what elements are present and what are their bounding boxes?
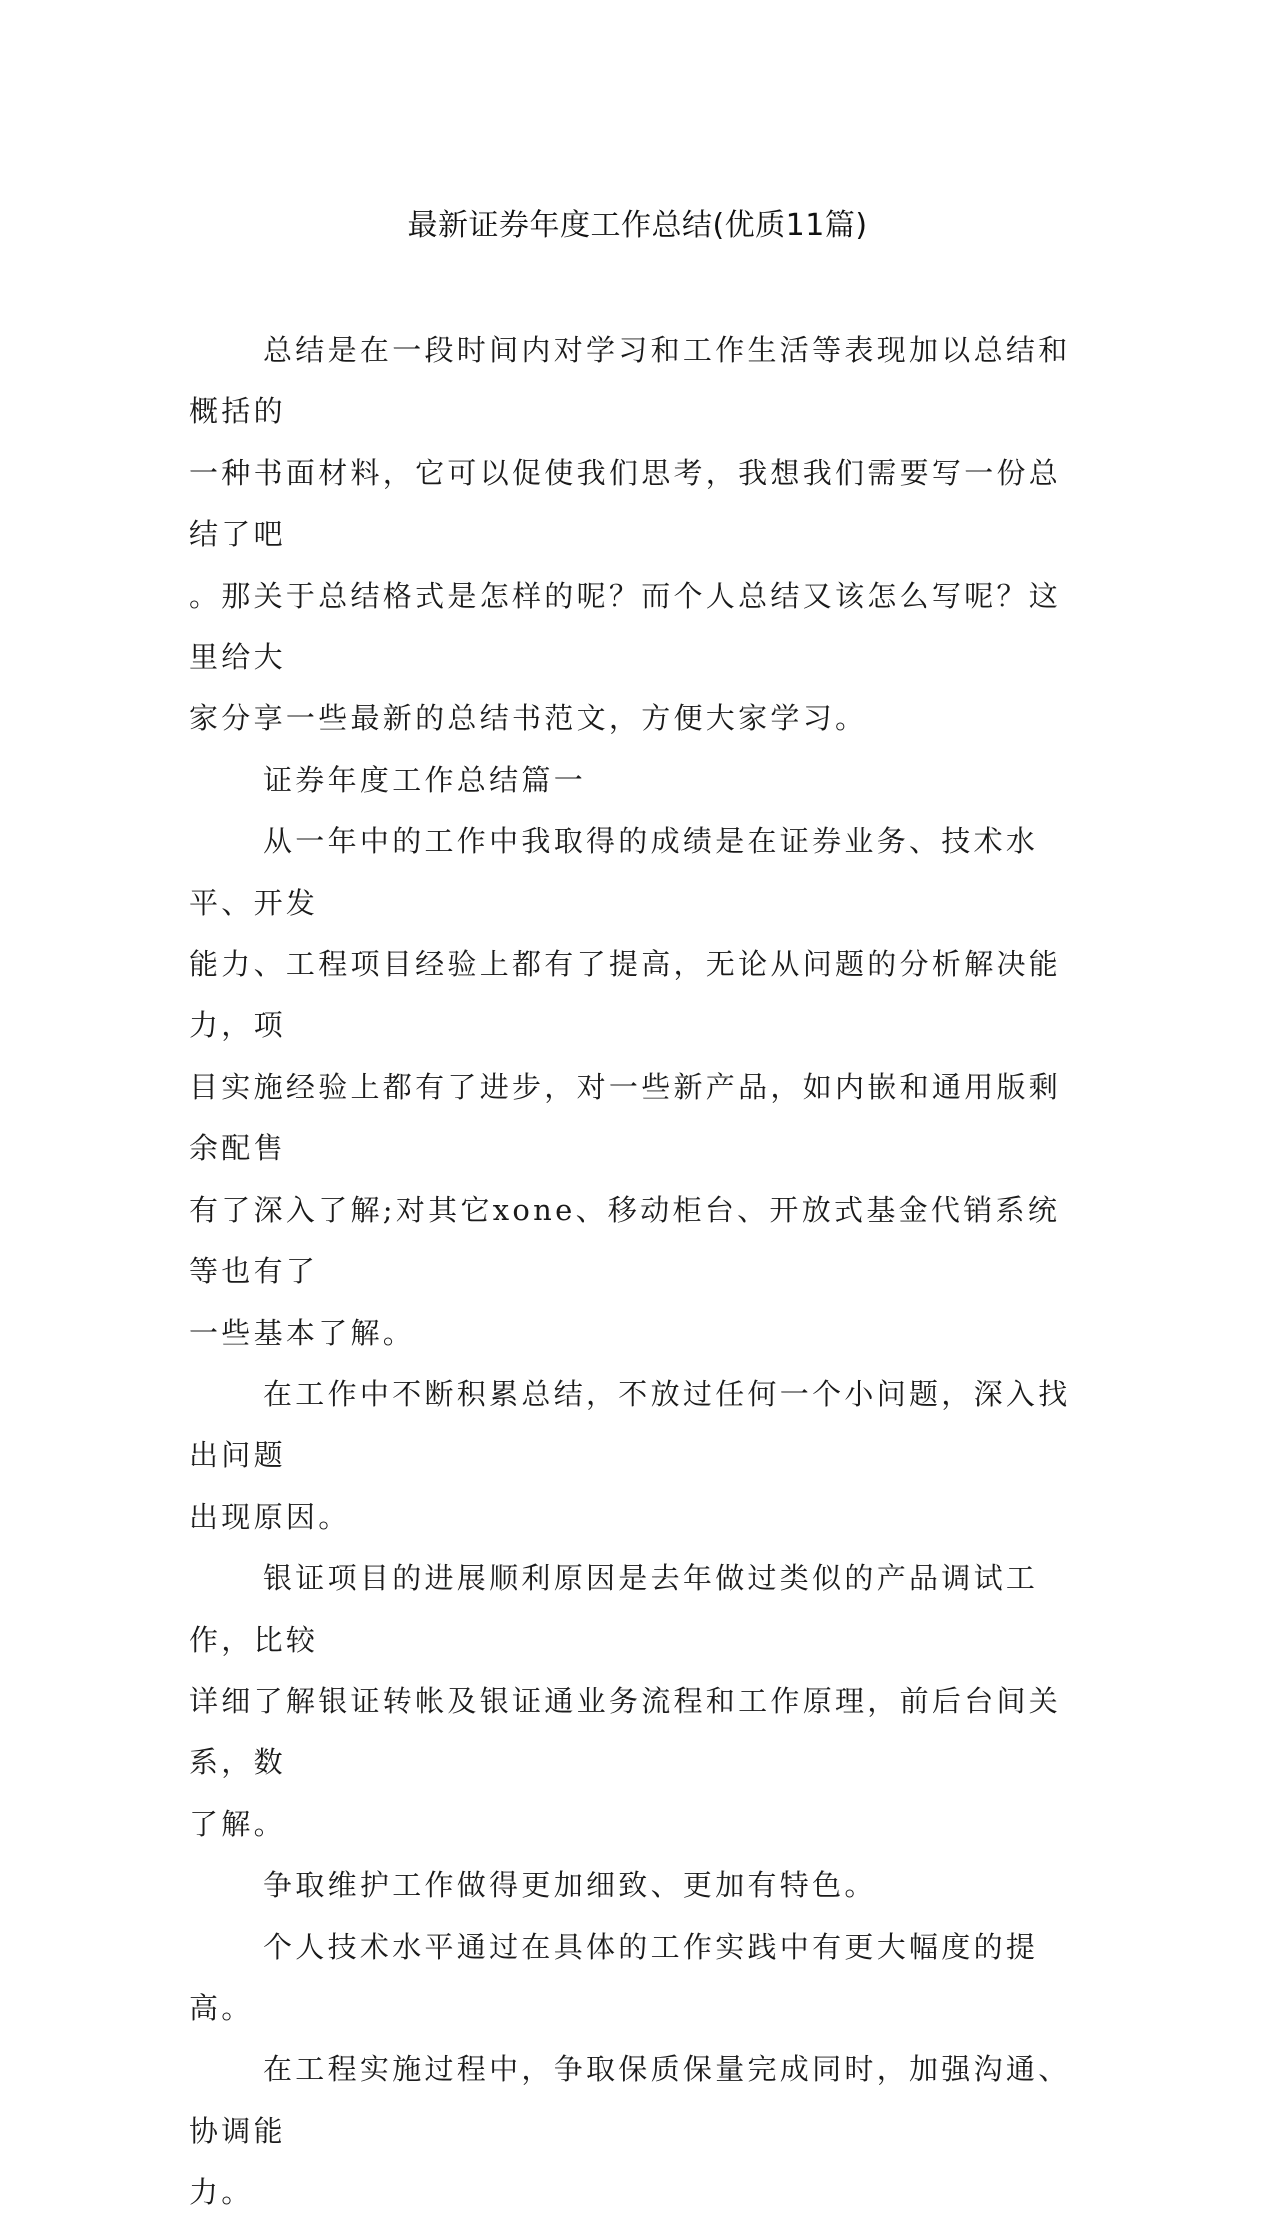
paragraph-bank-securities: 银证项目的进展顺利原因是去年做过类似的产品调试工作，比较 详细了解银证转帐及银证通业务流程和工作原理，前后台间关系，数 了解。 — [189, 1561, 1062, 1841]
paragraph-achievements: 从一年中的工作中我取得的成绩是在证券业务、技术水平、开发 能力、工程项目经验上都有了提高，无论从问题的分析解决能力，项 目实施经验上都有了进步，对一些新产品，如内嵌和通用版剩余配售 有了深入了解;对其它xone、移动柜台、开放式基金代销系统等也有了 一些基本了解。 — [189, 824, 1062, 1350]
paragraph-project-implementation: 在工程实施过程中，争取保质保量完成同时，加强沟通、协调能 力。 — [189, 2052, 1071, 2210]
paragraph-technical-level: 个人技术水平通过在具体的工作实践中有更大幅度的提高。 — [189, 1929, 1039, 2025]
document-body — [189, 320, 1079, 2224]
paragraph-accumulate: 在工作中不断积累总结，不放过任何一个小问题，深入找出问题 出现原因。 — [189, 1376, 1071, 1534]
document-title: 最新证券年度工作总结(优质11篇) — [407, 208, 868, 243]
section-heading: 证券年度工作总结篇一 — [263, 762, 587, 797]
paragraph-maintenance: 争取维护工作做得更加细致、更加有特色。 — [263, 1868, 877, 1903]
paragraph-intro: 总结是在一段时间内对学习和工作生活等表现加以总结和概括的 一种书面材料，它可以促使我们思考，我想我们需要写一份总结了吧 。那关于总结格式是怎样的呢？而个人总结又该怎么写呢？这里给大 家分享一些最新的总结书范文，方便大家学习。 — [189, 333, 1071, 736]
